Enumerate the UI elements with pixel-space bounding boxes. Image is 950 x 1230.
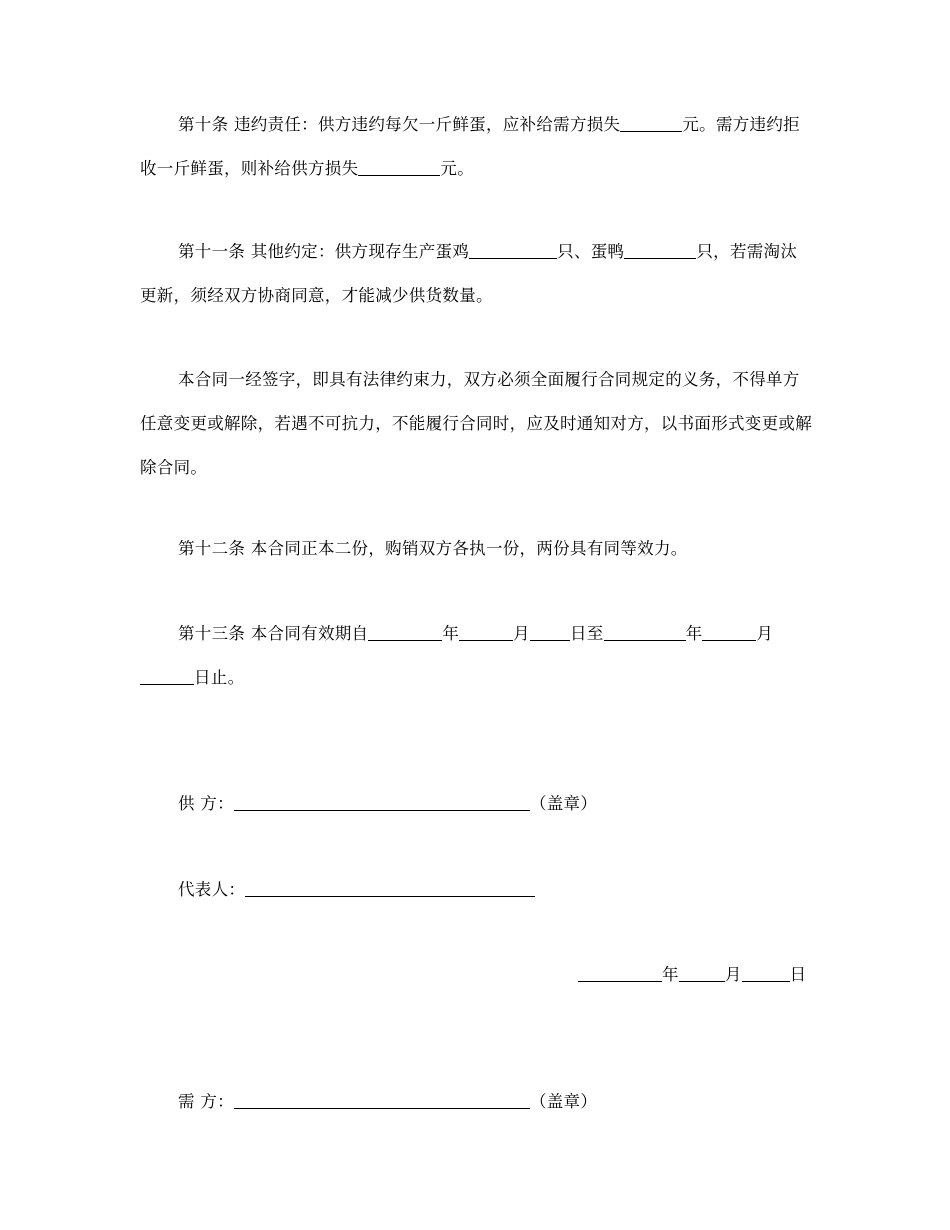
binding-paragraph: 本合同一经签字，即具有法律约束力，双方必须全面履行合同规定的义务，不得单方任意变更或解除，若遇不可抗力，不能履行合同时，应及时通知对方，以书面形式变更或解除合同。	[140, 370, 812, 477]
clause-11-text-3: 只，若需淘汰更新，须经双方协商同意，才能减少供货数量。	[140, 242, 798, 305]
supplier-name-field[interactable]	[234, 790, 530, 811]
blank-start-month[interactable]	[459, 620, 513, 641]
end-day-label: 日止。	[194, 668, 245, 687]
sign-year-label: 年	[662, 965, 679, 984]
buyer-name-field[interactable]	[234, 1088, 530, 1109]
clause-11-text-2: 只、蛋鸭	[557, 242, 625, 261]
clause-10-text-3: 元。	[440, 159, 475, 178]
clause-11-text-1: 第十一条 其他约定：供方现存生产蛋鸡	[178, 242, 470, 261]
buyer-seal-label: （盖章）	[529, 1092, 598, 1111]
representative-field[interactable]	[245, 876, 535, 897]
clause-11	[140, 230, 812, 318]
sign-month-label: 月	[724, 965, 742, 984]
representative-label: 代表人：	[178, 880, 246, 899]
blank-sign-month[interactable]	[679, 961, 725, 982]
supplier-signature-line	[178, 782, 597, 826]
clause-10-text-2: 元。需方违约拒收一斤鲜蛋，则补给供方损失	[140, 115, 800, 178]
blank-supplier-penalty[interactable]	[620, 111, 682, 132]
clause-10-text-1: 第十条 违约责任：供方违约每欠一斤鲜蛋，应补给需方损失	[178, 115, 621, 134]
sign-day-label: 日	[789, 965, 807, 984]
blank-sign-day[interactable]	[742, 961, 790, 982]
buyer-label: 需 方：	[178, 1092, 234, 1111]
blank-start-day[interactable]	[530, 620, 570, 641]
supplier-seal-label: （盖章）	[529, 794, 598, 813]
end-month-label: 月	[756, 624, 774, 643]
supplier-label: 供 方：	[178, 794, 234, 813]
clause-10	[140, 103, 812, 191]
blank-end-month[interactable]	[702, 620, 756, 641]
buyer-signature-line	[178, 1080, 597, 1124]
clause-13-text: 第十三条 本合同有效期自	[178, 624, 369, 643]
blank-duck-count[interactable]	[624, 238, 696, 259]
sign-date-line	[578, 953, 806, 997]
blank-end-day[interactable]	[140, 664, 194, 685]
clause-12: 第十二条 本合同正本二份，购销双方各执一份，两份具有同等效力。	[178, 539, 688, 558]
representative-line	[178, 868, 535, 912]
blank-sign-year[interactable]	[578, 961, 662, 982]
blank-start-year[interactable]	[368, 620, 442, 641]
blank-buyer-penalty[interactable]	[358, 155, 440, 176]
clause-13	[140, 612, 812, 700]
end-year-label: 年	[685, 624, 703, 643]
start-day-label: 日至	[569, 624, 604, 643]
blank-chicken-count[interactable]	[469, 238, 557, 259]
blank-end-year[interactable]	[604, 620, 686, 641]
start-month-label: 月	[513, 624, 530, 643]
start-year-label: 年	[442, 624, 460, 643]
